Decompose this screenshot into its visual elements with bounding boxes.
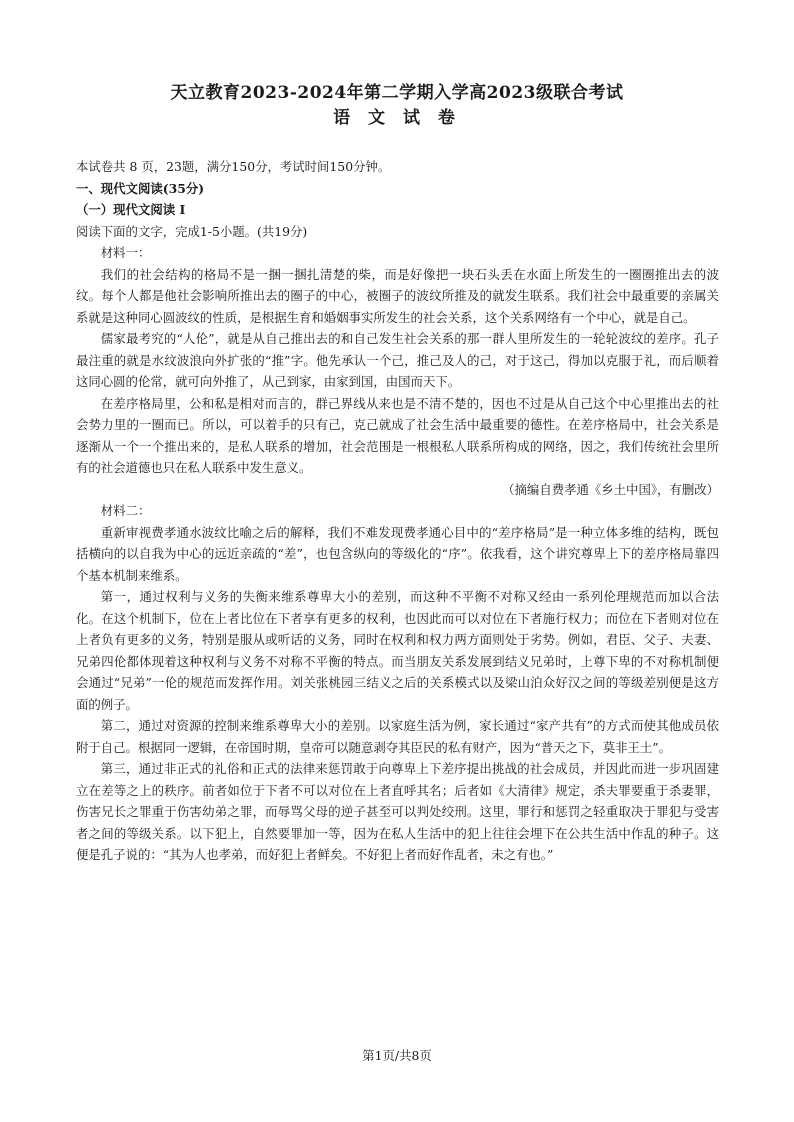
material-1-paragraph: 我们的社会结构的格局不是一捆一捆扎清楚的柴，而是好像把一块石头丢在水面上所发生的一圈圈推出去的波纹。每个人都是他社会影响所推出去的圈子的中心，被圈子的波纹所推及的就发生联系。我们社会中最重要的亲属关系就是这种同心圆波纹的性质，是根据生育和婚姻事实所发生的社会关系，这个关系网络有一个中心，就是自己。 — [76, 266, 719, 325]
material-1-paragraph: 在差序格局里，公和私是相对而言的，群己界线从来也是不清不楚的，因也不过是从自己这个中心里推出去的社会势力里的一圈而已。所以，可以着手的只有己，克己就成了社会生活中最重要的德性。在差序格局中，社会关系是逐渐从一个一个推出来的，是私人联系的增加，社会范围是一根根私人联系所构成的网络，因之，我们传统社会里所有的社会道德也只在私人联系中发生意义。 — [76, 395, 719, 475]
material-2-paragraph: 重新审视费孝通水波纹比喻之后的解释，我们不难发现费孝通心目中的“差序格局”是一种立体多维的结构，既包括横向的以自我为中心的远近亲疏的“差”，也包含纵向的等级化的“序”。依我看，这个讲究尊卑上下的差序格局靠四个基本机制来维系。 — [76, 524, 719, 583]
reading-instruction: 阅读下面的文字，完成1-5小题。(共19分) — [76, 223, 308, 239]
material-2-label: 材料二： — [100, 503, 151, 518]
material-2-paragraph: 第一，通过权利与义务的失衡来维系尊卑大小的差别，而这种不平衡不对称又经由一系列伦理规范而加以合法化。在这个机制下，位在上者比位在下者享有更多的权利，也因此而可以对位在下者施行权力；而位在下者则对位在上者负有更多的义务，特别是服从或听话的义务，同时在权利和权力两方面则处于劣势。例如，君臣、父子、夫妻、兄弟四伦都体现着这种权利与义务不对称不平衡的特点。而当朋友关系发展到结义兄弟时，上尊下卑的不对称机制便会通过“兄弟”一伦的规范而发挥作用。刘关张桃园三结义之后的关系模式以及梁山泊众好汉之间的等级差别便是这方面的例子。 — [76, 589, 719, 712]
page-number: 第1页/共8页 — [362, 1048, 432, 1063]
material-2-paragraph: 第三，通过非正式的礼俗和正式的法律来惩罚敢于向尊卑上下差序提出挑战的社会成员，并因此而进一步巩固建立在差等之上的秩序。前者如位于下者不可以对位在上者直呼其名；后者如《大清律》规定，杀夫罪要重于杀妻罪，伤害兄长之罪重于伤害幼弟之罪，而辱骂父母的逆子甚至可以判处绞刑。这里，罪行和惩罚之轻重取决于罪犯与受害者之间的等级关系。以下犯上，自然要罪加一等，因为在私人生活中的犯上往往会埋下在公共生活中作乱的种子。这便是孔子说的：“其为人也孝弟，而好犯上者鲜矣。不好犯上者而好作乱者，未之有也。” — [76, 761, 719, 862]
exam-title: 天立教育2023-2024年第二学期入学高2023级联合考试 — [170, 83, 624, 103]
exam-intro: 本试卷共 8 页，23题，满分150分，考试时间150分钟。 — [76, 159, 391, 174]
section-heading: 一、现代文阅读(35分) — [76, 180, 205, 196]
subsection-heading: （一）现代文阅读 I — [76, 202, 186, 217]
page-body — [76, 156, 719, 866]
exam-subtitle: 语 文 试 卷 — [333, 108, 461, 128]
material-2-paragraph: 第二，通过对资源的控制来维系尊卑大小的差别。以家庭生活为例，家长通过“家产共有”的方式而使其他成员依附于自己。根据同一逻辑，在帝国时期，皇帝可以随意剥夺其臣民的私有财产，因为“普天之下，莫非王土”。 — [76, 718, 719, 755]
material-1-label: 材料一： — [100, 245, 151, 260]
material-1-paragraph: 儒家最考究的“人伦”，就是从自己推出去的和自己发生社会关系的那一群人里所发生的一轮轮波纹的差序。孔子最注重的就是水纹波浪向外扩张的“推”字。他先承认一个己，推己及人的己，对于这己，得加以克服于礼，而后顺着这同心圆的伦常，就可向外推了，从己到家，由家到国，由国而天下。 — [76, 331, 719, 389]
material-1-source: （摘编自费孝通《乡土中国》，有删改） — [502, 481, 719, 497]
